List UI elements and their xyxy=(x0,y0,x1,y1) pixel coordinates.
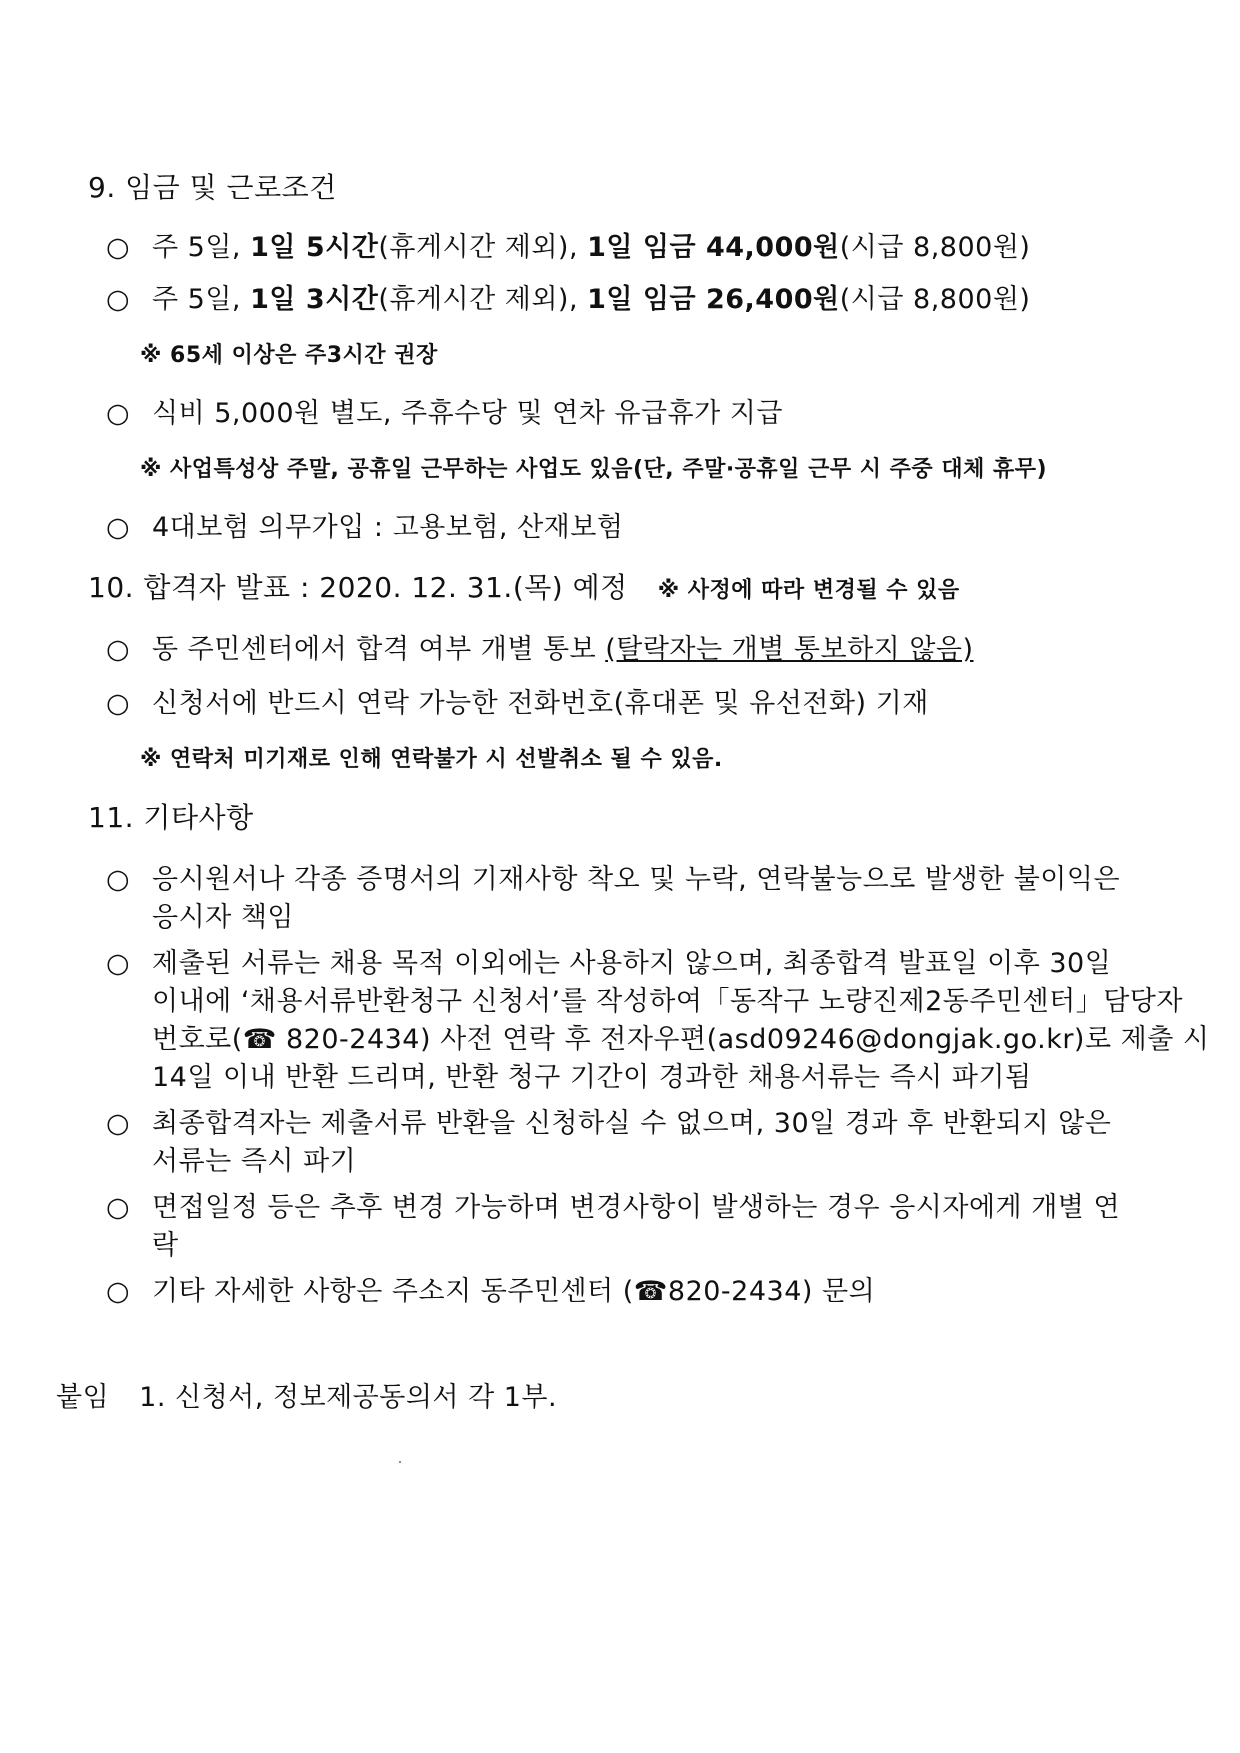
bullet-symbol: ○ xyxy=(106,232,131,263)
bullet-symbol: ○ xyxy=(106,634,131,665)
bullet-symbol: ○ xyxy=(106,1192,131,1223)
bullet-symbol: ○ xyxy=(106,864,131,895)
attachment-line xyxy=(56,1380,557,1416)
bullet-symbol: ○ xyxy=(106,688,131,719)
list-item: ○ 면접일정 등은 추후 변경 가능하며 변경사항이 발생하는 경우 응시자에게 개별 연 xyxy=(106,1190,1120,1226)
list-item-continuation: 응시자 책임 xyxy=(152,902,294,933)
list-item-continuation: 락 xyxy=(152,1230,179,1261)
heading-note: ※ 사정에 따라 변경될 수 있음 xyxy=(657,578,960,603)
list-item: ○ 주 5일, 1일 3시간(휴게시간 제외), 1일 임금 26,400원(시급 8,800원) xyxy=(106,282,1030,318)
attachment-text: 1. 신청서, 정보제공동의서 각 1부. xyxy=(139,1382,558,1413)
list-item: ○ 제출된 서류는 채용 목적 이외에는 사용하지 않으며, 최종합격 발표일 이후 30일 xyxy=(106,946,1111,982)
list-item: ○ 동 주민센터에서 합격 여부 개별 통보 (탈락자는 개별 통보하지 않음) xyxy=(106,632,974,668)
list-item: ○ 신청서에 반드시 연락 가능한 전화번호(휴대폰 및 유선전화) 기재 xyxy=(106,686,929,722)
note: ※ 65세 이상은 주3시간 권장 xyxy=(140,343,438,368)
list-item-continuation: 이내에 ‘채용서류반환청구 신청서’를 작성하여「동작구 노량진제2동주민센터」담당자 xyxy=(152,986,1183,1017)
bullet-symbol: ○ xyxy=(106,284,131,315)
list-item: ○ 응시원서나 각종 증명서의 기재사항 착오 및 누락, 연락불능으로 발생한 불이익은 xyxy=(106,862,1120,898)
section-11-heading: 11. 기타사항 xyxy=(88,801,254,834)
note: ※ 연락처 미기재로 인해 연락불가 시 선발취소 될 수 있음. xyxy=(140,747,723,772)
list-item: ○ 주 5일, 1일 5시간(휴게시간 제외), 1일 임금 44,000원(시급 8,800원) xyxy=(106,230,1030,266)
scan-speck xyxy=(399,1461,401,1463)
bullet-symbol: ○ xyxy=(106,512,131,543)
list-item-continuation: 번호로(☎ 820-2434) 사전 연락 후 전자우편(asd09246@dongjak.go.kr)로 제출 시 xyxy=(152,1024,1210,1055)
section-9-heading: 9. 임금 및 근로조건 xyxy=(88,171,337,204)
list-item-continuation: 서류는 즉시 파기 xyxy=(152,1146,357,1177)
list-item: ○ 식비 5,000원 별도, 주휴수당 및 연차 유급휴가 지급 xyxy=(106,396,783,432)
bullet-symbol: ○ xyxy=(106,1276,131,1307)
list-item: ○ 기타 자세한 사항은 주소지 동주민센터 (☎820-2434) 문의 xyxy=(106,1274,875,1310)
note: ※ 사업특성상 주말, 공휴일 근무하는 사업도 있음(단, 주말·공휴일 근무 시 주중 대체 휴무) xyxy=(140,457,1048,482)
list-item: ○ 4대보험 의무가입 : 고용보험, 산재보험 xyxy=(106,510,623,546)
list-item-continuation: 14일 이내 반환 드리며, 반환 청구 기간이 경과한 채용서류는 즉시 파기됨 xyxy=(152,1062,1032,1093)
attachment-label: 붙임 xyxy=(56,1382,110,1413)
bullet-symbol: ○ xyxy=(106,1108,131,1139)
section-10-heading: 10. 합격자 발표 : 2020. 12. 31.(목) 예정 ※ 사정에 따라 변경될 수 있음 xyxy=(88,571,960,604)
bullet-symbol: ○ xyxy=(106,948,131,979)
bullet-symbol: ○ xyxy=(106,398,131,429)
list-item: ○ 최종합격자는 제출서류 반환을 신청하실 수 없으며, 30일 경과 후 반환되지 않은 xyxy=(106,1106,1111,1142)
